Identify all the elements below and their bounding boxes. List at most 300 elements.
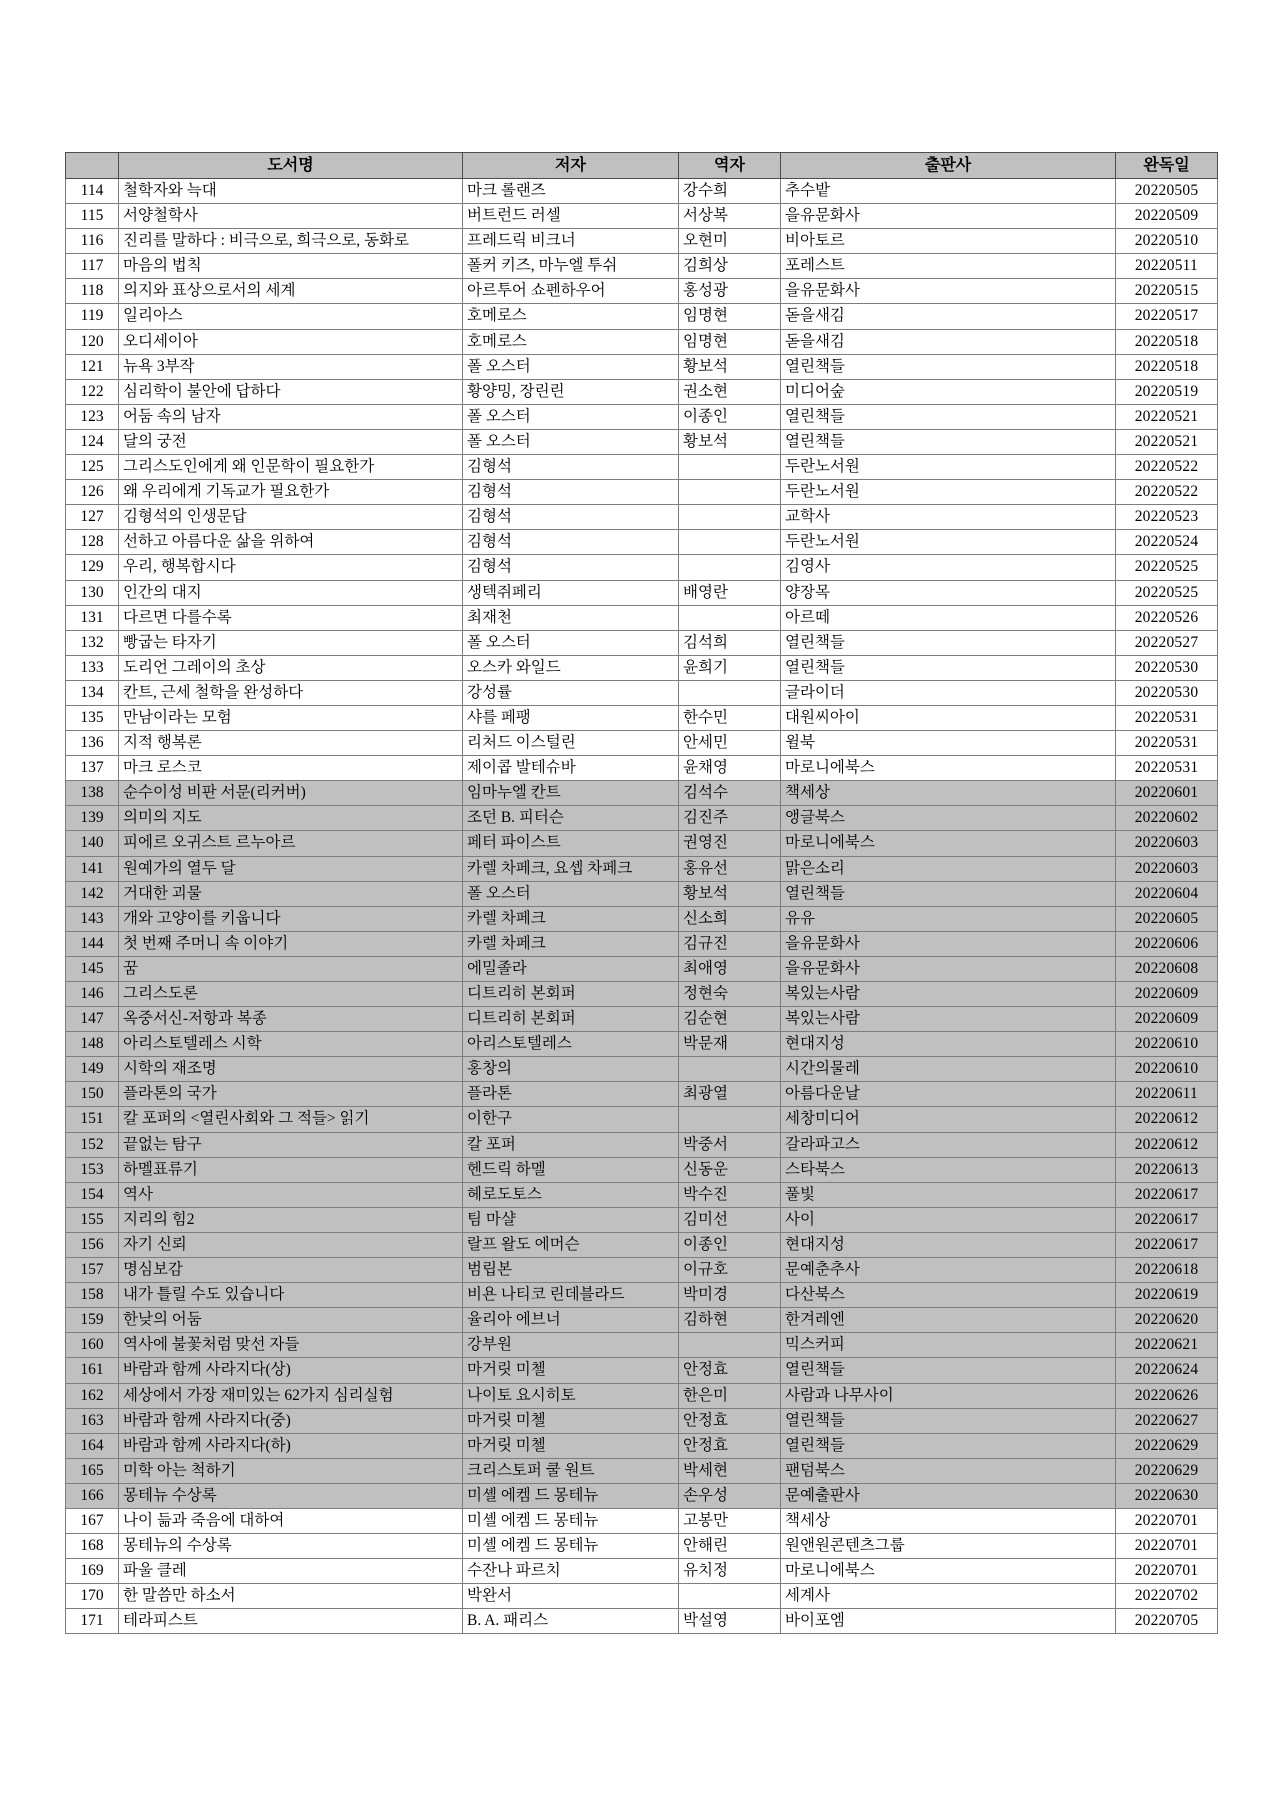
table-cell-publisher: 한겨레엔 bbox=[781, 1308, 1116, 1333]
table-cell-author: 이한구 bbox=[463, 1107, 679, 1132]
table-cell-completion-date: 20220523 bbox=[1116, 505, 1218, 530]
table-row bbox=[66, 179, 1218, 204]
table-cell-translator: 이종인 bbox=[679, 1232, 781, 1257]
table-cell-author: 김형석 bbox=[463, 555, 679, 580]
table-cell-title: 인간의 대지 bbox=[119, 580, 463, 605]
table-cell-id: 134 bbox=[66, 680, 119, 705]
table-cell-completion-date: 20220527 bbox=[1116, 630, 1218, 655]
table-cell-author: 리처드 이스털린 bbox=[463, 731, 679, 756]
table-row bbox=[66, 404, 1218, 429]
table-cell-id: 147 bbox=[66, 1007, 119, 1032]
table-cell-completion-date: 20220511 bbox=[1116, 254, 1218, 279]
table-cell-publisher: 아름다운날 bbox=[781, 1082, 1116, 1107]
table-cell-id: 154 bbox=[66, 1182, 119, 1207]
table-cell-id: 152 bbox=[66, 1132, 119, 1157]
table-cell-id: 166 bbox=[66, 1483, 119, 1508]
table-cell-publisher: 열린책들 bbox=[781, 1433, 1116, 1458]
table-row bbox=[66, 1057, 1218, 1082]
table-cell-id: 138 bbox=[66, 781, 119, 806]
table-cell-author: 카렐 차페크 bbox=[463, 906, 679, 931]
table-cell-completion-date: 20220522 bbox=[1116, 480, 1218, 505]
table-cell-title: 몽테뉴 수상록 bbox=[119, 1483, 463, 1508]
table-cell-completion-date: 20220612 bbox=[1116, 1107, 1218, 1132]
table-cell-completion-date: 20220612 bbox=[1116, 1132, 1218, 1157]
table-cell-id: 125 bbox=[66, 455, 119, 480]
table-cell-translator bbox=[679, 1333, 781, 1358]
table-cell-title: 의미의 지도 bbox=[119, 806, 463, 831]
table-cell-translator: 박중서 bbox=[679, 1132, 781, 1157]
table-cell-publisher: 세계사 bbox=[781, 1584, 1116, 1609]
table-row bbox=[66, 1132, 1218, 1157]
table-cell-translator: 신소희 bbox=[679, 906, 781, 931]
table-cell-translator: 김석수 bbox=[679, 781, 781, 806]
table-cell-id: 135 bbox=[66, 705, 119, 730]
table-row bbox=[66, 1157, 1218, 1182]
table-cell-publisher: 을유문화사 bbox=[781, 931, 1116, 956]
table-cell-id: 150 bbox=[66, 1082, 119, 1107]
table-cell-completion-date: 20220603 bbox=[1116, 831, 1218, 856]
table-cell-completion-date: 20220531 bbox=[1116, 731, 1218, 756]
table-cell-author: 수잔나 파르치 bbox=[463, 1559, 679, 1584]
table-cell-id: 163 bbox=[66, 1408, 119, 1433]
table-cell-title: 한낮의 어둠 bbox=[119, 1308, 463, 1333]
table-cell-id: 144 bbox=[66, 931, 119, 956]
table-row bbox=[66, 1534, 1218, 1559]
table-cell-translator: 최광열 bbox=[679, 1082, 781, 1107]
table-cell-completion-date: 20220604 bbox=[1116, 881, 1218, 906]
table-row bbox=[66, 229, 1218, 254]
table-cell-publisher: 원앤원콘텐츠그룹 bbox=[781, 1534, 1116, 1559]
table-cell-author: 카렐 차페크 bbox=[463, 931, 679, 956]
table-cell-completion-date: 20220624 bbox=[1116, 1358, 1218, 1383]
table-cell-translator: 안세민 bbox=[679, 731, 781, 756]
table-cell-completion-date: 20220601 bbox=[1116, 781, 1218, 806]
table-cell-translator: 안정효 bbox=[679, 1358, 781, 1383]
table-cell-publisher: 두란노서원 bbox=[781, 530, 1116, 555]
table-cell-publisher: 돋을새김 bbox=[781, 304, 1116, 329]
table-cell-publisher: 포레스트 bbox=[781, 254, 1116, 279]
table-cell-publisher: 두란노서원 bbox=[781, 455, 1116, 480]
table-cell-author: 폴커 키즈, 마누엘 투쉬 bbox=[463, 254, 679, 279]
table-cell-publisher: 스타북스 bbox=[781, 1157, 1116, 1182]
table-cell-completion-date: 20220531 bbox=[1116, 756, 1218, 781]
table-cell-translator: 최애영 bbox=[679, 956, 781, 981]
table-cell-title: 오디세이아 bbox=[119, 329, 463, 354]
table-cell-publisher: 교학사 bbox=[781, 505, 1116, 530]
table-cell-title: 파울 클레 bbox=[119, 1559, 463, 1584]
table-cell-author: 김형석 bbox=[463, 480, 679, 505]
table-cell-title: 내가 틀릴 수도 있습니다 bbox=[119, 1283, 463, 1308]
table-cell-publisher: 현대지성 bbox=[781, 1032, 1116, 1057]
table-cell-title: 피에르 오귀스트 르누아르 bbox=[119, 831, 463, 856]
column-header-publisher: 출판사 bbox=[781, 153, 1116, 179]
table-cell-id: 162 bbox=[66, 1383, 119, 1408]
table-cell-title: 진리를 말하다 : 비극으로, 희극으로, 동화로 bbox=[119, 229, 463, 254]
table-cell-translator: 홍성광 bbox=[679, 279, 781, 304]
table-cell-author: 폴 오스터 bbox=[463, 354, 679, 379]
table-row bbox=[66, 705, 1218, 730]
table-cell-completion-date: 20220702 bbox=[1116, 1584, 1218, 1609]
table-cell-title: 옥중서신-저항과 복종 bbox=[119, 1007, 463, 1032]
table-cell-title: 첫 번째 주머니 속 이야기 bbox=[119, 931, 463, 956]
table-row bbox=[66, 756, 1218, 781]
table-row bbox=[66, 781, 1218, 806]
header-row bbox=[66, 153, 1218, 179]
table-row bbox=[66, 1182, 1218, 1207]
table-cell-translator bbox=[679, 555, 781, 580]
table-cell-completion-date: 20220619 bbox=[1116, 1283, 1218, 1308]
table-cell-completion-date: 20220629 bbox=[1116, 1433, 1218, 1458]
table-cell-completion-date: 20220518 bbox=[1116, 329, 1218, 354]
table-cell-title: 바람과 함께 사라지다(중) bbox=[119, 1408, 463, 1433]
table-cell-translator: 서상복 bbox=[679, 204, 781, 229]
table-cell-publisher: 을유문화사 bbox=[781, 279, 1116, 304]
table-cell-id: 153 bbox=[66, 1157, 119, 1182]
table-cell-translator: 권소현 bbox=[679, 379, 781, 404]
column-header-translator: 역자 bbox=[679, 153, 781, 179]
table-cell-title: 원예가의 열두 달 bbox=[119, 856, 463, 881]
table-cell-translator: 고봉만 bbox=[679, 1508, 781, 1533]
table-cell-author: 플라톤 bbox=[463, 1082, 679, 1107]
table-cell-publisher: 사람과 나무사이 bbox=[781, 1383, 1116, 1408]
table-cell-id: 160 bbox=[66, 1333, 119, 1358]
table-cell-id: 159 bbox=[66, 1308, 119, 1333]
table-cell-author: 랄프 왈도 에머슨 bbox=[463, 1232, 679, 1257]
column-header-id bbox=[66, 153, 119, 179]
table-row bbox=[66, 1207, 1218, 1232]
table-cell-title: 마크 로스코 bbox=[119, 756, 463, 781]
table-row bbox=[66, 1408, 1218, 1433]
table-cell-id: 118 bbox=[66, 279, 119, 304]
table-cell-title: 한 말씀만 하소서 bbox=[119, 1584, 463, 1609]
table-row bbox=[66, 655, 1218, 680]
table-cell-publisher: 두란노서원 bbox=[781, 480, 1116, 505]
table-cell-translator bbox=[679, 1584, 781, 1609]
table-cell-id: 122 bbox=[66, 379, 119, 404]
table-cell-completion-date: 20220519 bbox=[1116, 379, 1218, 404]
table-cell-title: 지리의 힘2 bbox=[119, 1207, 463, 1232]
table-cell-title: 다르면 다를수록 bbox=[119, 605, 463, 630]
table-cell-title: 테라피스트 bbox=[119, 1609, 463, 1634]
table-cell-title: 서양철학사 bbox=[119, 204, 463, 229]
table-cell-id: 157 bbox=[66, 1258, 119, 1283]
table-cell-author: 비욘 나티코 린데블라드 bbox=[463, 1283, 679, 1308]
table-cell-id: 143 bbox=[66, 906, 119, 931]
table-cell-translator bbox=[679, 680, 781, 705]
table-cell-publisher: 대원씨아이 bbox=[781, 705, 1116, 730]
table-row bbox=[66, 1032, 1218, 1057]
table-row bbox=[66, 429, 1218, 454]
table-row bbox=[66, 831, 1218, 856]
table-row bbox=[66, 906, 1218, 931]
table-cell-author: 페터 파이스트 bbox=[463, 831, 679, 856]
table-row bbox=[66, 1258, 1218, 1283]
table-cell-translator: 황보석 bbox=[679, 429, 781, 454]
table-row bbox=[66, 1508, 1218, 1533]
table-cell-publisher: 시간의물레 bbox=[781, 1057, 1116, 1082]
table-cell-publisher: 열린책들 bbox=[781, 429, 1116, 454]
table-cell-id: 116 bbox=[66, 229, 119, 254]
table-cell-id: 141 bbox=[66, 856, 119, 881]
table-cell-title: 도리언 그레이의 초상 bbox=[119, 655, 463, 680]
table-row bbox=[66, 1358, 1218, 1383]
table-cell-publisher: 마로니에북스 bbox=[781, 1559, 1116, 1584]
table-cell-id: 136 bbox=[66, 731, 119, 756]
table-cell-publisher: 열린책들 bbox=[781, 630, 1116, 655]
table-cell-completion-date: 20220701 bbox=[1116, 1534, 1218, 1559]
table-cell-id: 114 bbox=[66, 179, 119, 204]
table-cell-id: 129 bbox=[66, 555, 119, 580]
table-cell-id: 117 bbox=[66, 254, 119, 279]
table-cell-translator: 임명현 bbox=[679, 304, 781, 329]
table-row bbox=[66, 1433, 1218, 1458]
table-cell-translator: 윤채영 bbox=[679, 756, 781, 781]
table-cell-author: 크리스토퍼 쿨 원트 bbox=[463, 1458, 679, 1483]
table-cell-author: 율리아 에브너 bbox=[463, 1308, 679, 1333]
table-cell-author: 헨드릭 하멜 bbox=[463, 1157, 679, 1182]
table-cell-id: 164 bbox=[66, 1433, 119, 1458]
table-cell-completion-date: 20220510 bbox=[1116, 229, 1218, 254]
table-cell-author: 범립본 bbox=[463, 1258, 679, 1283]
table-cell-translator: 이종인 bbox=[679, 404, 781, 429]
table-cell-completion-date: 20220525 bbox=[1116, 580, 1218, 605]
table-cell-id: 170 bbox=[66, 1584, 119, 1609]
table-cell-translator: 이규호 bbox=[679, 1258, 781, 1283]
table-cell-title: 어둠 속의 남자 bbox=[119, 404, 463, 429]
table-cell-translator bbox=[679, 1107, 781, 1132]
table-row bbox=[66, 304, 1218, 329]
table-cell-completion-date: 20220620 bbox=[1116, 1308, 1218, 1333]
table-cell-completion-date: 20220617 bbox=[1116, 1207, 1218, 1232]
table-cell-title: 꿈 bbox=[119, 956, 463, 981]
table-cell-publisher: 복있는사람 bbox=[781, 1007, 1116, 1032]
table-cell-author: 아리스토텔레스 bbox=[463, 1032, 679, 1057]
table-cell-completion-date: 20220618 bbox=[1116, 1258, 1218, 1283]
table-cell-translator: 신동운 bbox=[679, 1157, 781, 1182]
table-cell-id: 145 bbox=[66, 956, 119, 981]
table-cell-author: 제이콥 발테슈바 bbox=[463, 756, 679, 781]
table-cell-completion-date: 20220530 bbox=[1116, 655, 1218, 680]
table-cell-author: 임마누엘 칸트 bbox=[463, 781, 679, 806]
table-row bbox=[66, 580, 1218, 605]
table-cell-publisher: 을유문화사 bbox=[781, 956, 1116, 981]
table-cell-completion-date: 20220617 bbox=[1116, 1232, 1218, 1257]
table-cell-translator: 황보석 bbox=[679, 354, 781, 379]
table-cell-author: 호메로스 bbox=[463, 304, 679, 329]
table-cell-author: 마거릿 미첼 bbox=[463, 1408, 679, 1433]
table-cell-id: 132 bbox=[66, 630, 119, 655]
table-cell-publisher: 열린책들 bbox=[781, 1358, 1116, 1383]
table-cell-publisher: 마로니에북스 bbox=[781, 756, 1116, 781]
table-row bbox=[66, 1007, 1218, 1032]
table-row bbox=[66, 806, 1218, 831]
table-cell-completion-date: 20220518 bbox=[1116, 354, 1218, 379]
table-cell-translator: 김석희 bbox=[679, 630, 781, 655]
table-cell-completion-date: 20220608 bbox=[1116, 956, 1218, 981]
table-cell-id: 151 bbox=[66, 1107, 119, 1132]
table-cell-id: 156 bbox=[66, 1232, 119, 1257]
table-cell-translator: 황보석 bbox=[679, 881, 781, 906]
table-row bbox=[66, 931, 1218, 956]
table-cell-title: 그리스도론 bbox=[119, 982, 463, 1007]
table-cell-title: 아리스토텔레스 시학 bbox=[119, 1032, 463, 1057]
table-cell-publisher: 김영사 bbox=[781, 555, 1116, 580]
table-cell-id: 168 bbox=[66, 1534, 119, 1559]
table-cell-id: 131 bbox=[66, 605, 119, 630]
column-header-title: 도서명 bbox=[119, 153, 463, 179]
table-cell-translator: 한은미 bbox=[679, 1383, 781, 1408]
table-row bbox=[66, 379, 1218, 404]
table-cell-title: 심리학이 불안에 답하다 bbox=[119, 379, 463, 404]
table-cell-title: 개와 고양이를 키웁니다 bbox=[119, 906, 463, 931]
table-cell-title: 하멜표류기 bbox=[119, 1157, 463, 1182]
table-cell-title: 미학 아는 척하기 bbox=[119, 1458, 463, 1483]
table-cell-translator: 김순현 bbox=[679, 1007, 781, 1032]
table-cell-author: 조던 B. 피터슨 bbox=[463, 806, 679, 831]
table-cell-author: 디트리히 본회퍼 bbox=[463, 982, 679, 1007]
table-cell-id: 148 bbox=[66, 1032, 119, 1057]
table-cell-completion-date: 20220509 bbox=[1116, 204, 1218, 229]
table-cell-translator: 강수희 bbox=[679, 179, 781, 204]
table-row bbox=[66, 605, 1218, 630]
table-header bbox=[66, 153, 1218, 179]
table-cell-completion-date: 20220505 bbox=[1116, 179, 1218, 204]
table-cell-author: 나이토 요시히토 bbox=[463, 1383, 679, 1408]
table-cell-id: 167 bbox=[66, 1508, 119, 1533]
table-cell-translator: 안정효 bbox=[679, 1433, 781, 1458]
table-cell-publisher: 아르떼 bbox=[781, 605, 1116, 630]
table-cell-id: 128 bbox=[66, 530, 119, 555]
table-cell-translator: 박설영 bbox=[679, 1609, 781, 1634]
table-cell-id: 120 bbox=[66, 329, 119, 354]
table-cell-publisher: 다산북스 bbox=[781, 1283, 1116, 1308]
table-cell-author: 미셸 에켐 드 몽테뉴 bbox=[463, 1508, 679, 1533]
table-cell-translator: 김진주 bbox=[679, 806, 781, 831]
table-cell-completion-date: 20220611 bbox=[1116, 1082, 1218, 1107]
table-row bbox=[66, 1308, 1218, 1333]
table-cell-completion-date: 20220524 bbox=[1116, 530, 1218, 555]
table-cell-publisher: 을유문화사 bbox=[781, 204, 1116, 229]
table-cell-title: 의지와 표상으로서의 세계 bbox=[119, 279, 463, 304]
table-cell-publisher: 열린책들 bbox=[781, 1408, 1116, 1433]
table-cell-completion-date: 20220521 bbox=[1116, 404, 1218, 429]
table-row bbox=[66, 455, 1218, 480]
table-cell-id: 121 bbox=[66, 354, 119, 379]
table-cell-publisher: 문예출판사 bbox=[781, 1483, 1116, 1508]
table-cell-translator bbox=[679, 455, 781, 480]
table-cell-id: 165 bbox=[66, 1458, 119, 1483]
table-cell-publisher: 갈라파고스 bbox=[781, 1132, 1116, 1157]
table-cell-title: 뉴욕 3부작 bbox=[119, 354, 463, 379]
table-cell-author: 마크 롤랜즈 bbox=[463, 179, 679, 204]
table-cell-title: 달의 궁전 bbox=[119, 429, 463, 454]
table-cell-publisher: 문예춘추사 bbox=[781, 1258, 1116, 1283]
table-cell-id: 123 bbox=[66, 404, 119, 429]
table-cell-publisher: 현대지성 bbox=[781, 1232, 1116, 1257]
table-cell-id: 126 bbox=[66, 480, 119, 505]
table-cell-publisher: 비아토르 bbox=[781, 229, 1116, 254]
table-cell-completion-date: 20220525 bbox=[1116, 555, 1218, 580]
table-cell-title: 바람과 함께 사라지다(상) bbox=[119, 1358, 463, 1383]
table-cell-translator: 박수진 bbox=[679, 1182, 781, 1207]
table-cell-publisher: 믹스커피 bbox=[781, 1333, 1116, 1358]
table-cell-translator: 박미경 bbox=[679, 1283, 781, 1308]
table-row bbox=[66, 505, 1218, 530]
table-cell-title: 끝없는 탐구 bbox=[119, 1132, 463, 1157]
table-cell-author: 김형석 bbox=[463, 505, 679, 530]
table-cell-title: 역사 bbox=[119, 1182, 463, 1207]
column-header-author: 저자 bbox=[463, 153, 679, 179]
table-cell-publisher: 글라이더 bbox=[781, 680, 1116, 705]
table-row bbox=[66, 856, 1218, 881]
table-cell-translator bbox=[679, 530, 781, 555]
table-cell-title: 플라톤의 국가 bbox=[119, 1082, 463, 1107]
table-cell-completion-date: 20220610 bbox=[1116, 1032, 1218, 1057]
table-cell-completion-date: 20220530 bbox=[1116, 680, 1218, 705]
table-cell-id: 124 bbox=[66, 429, 119, 454]
table-cell-completion-date: 20220629 bbox=[1116, 1458, 1218, 1483]
table-cell-translator: 임명현 bbox=[679, 329, 781, 354]
table-cell-author: 강부원 bbox=[463, 1333, 679, 1358]
table-row bbox=[66, 1483, 1218, 1508]
table-cell-author: 김형석 bbox=[463, 455, 679, 480]
table-cell-author: 카렐 차페크, 요셉 차페크 bbox=[463, 856, 679, 881]
table-row bbox=[66, 956, 1218, 981]
table-cell-title: 명심보감 bbox=[119, 1258, 463, 1283]
table-cell-translator bbox=[679, 505, 781, 530]
table-cell-title: 우리, 행복합시다 bbox=[119, 555, 463, 580]
table-cell-completion-date: 20220626 bbox=[1116, 1383, 1218, 1408]
table-cell-completion-date: 20220606 bbox=[1116, 931, 1218, 956]
table-cell-author: 미셸 에켐 드 몽테뉴 bbox=[463, 1483, 679, 1508]
table-cell-author: 팀 마샬 bbox=[463, 1207, 679, 1232]
table-body bbox=[66, 179, 1218, 1634]
table-cell-translator: 김규진 bbox=[679, 931, 781, 956]
table-row bbox=[66, 731, 1218, 756]
table-cell-title: 왜 우리에게 기독교가 필요한가 bbox=[119, 480, 463, 505]
column-header-completion-date: 완독일 bbox=[1116, 153, 1218, 179]
table-cell-completion-date: 20220521 bbox=[1116, 429, 1218, 454]
table-row bbox=[66, 530, 1218, 555]
table-cell-publisher: 사이 bbox=[781, 1207, 1116, 1232]
table-cell-publisher: 윌북 bbox=[781, 731, 1116, 756]
table-cell-author: 폴 오스터 bbox=[463, 404, 679, 429]
table-cell-title: 마음의 법칙 bbox=[119, 254, 463, 279]
table-cell-id: 158 bbox=[66, 1283, 119, 1308]
table-cell-id: 130 bbox=[66, 580, 119, 605]
table-row bbox=[66, 1107, 1218, 1132]
table-cell-translator bbox=[679, 480, 781, 505]
table-cell-author: 강성률 bbox=[463, 680, 679, 705]
table-cell-completion-date: 20220603 bbox=[1116, 856, 1218, 881]
table-cell-author: 폴 오스터 bbox=[463, 881, 679, 906]
table-cell-title: 일리아스 bbox=[119, 304, 463, 329]
table-cell-title: 순수이성 비판 서문(리커버) bbox=[119, 781, 463, 806]
table-cell-title: 나이 듦과 죽음에 대하여 bbox=[119, 1508, 463, 1533]
table-cell-publisher: 미디어숲 bbox=[781, 379, 1116, 404]
table-cell-title: 역사에 불꽃처럼 맞선 자들 bbox=[119, 1333, 463, 1358]
table-cell-id: 146 bbox=[66, 982, 119, 1007]
table-cell-id: 169 bbox=[66, 1559, 119, 1584]
table-cell-author: 프레드릭 비크너 bbox=[463, 229, 679, 254]
table-cell-translator: 박문재 bbox=[679, 1032, 781, 1057]
table-cell-author: 황양밍, 장린린 bbox=[463, 379, 679, 404]
table-cell-translator: 안해린 bbox=[679, 1534, 781, 1559]
table-row bbox=[66, 1609, 1218, 1634]
table-cell-id: 149 bbox=[66, 1057, 119, 1082]
table-cell-translator: 김희상 bbox=[679, 254, 781, 279]
table-cell-translator bbox=[679, 1057, 781, 1082]
